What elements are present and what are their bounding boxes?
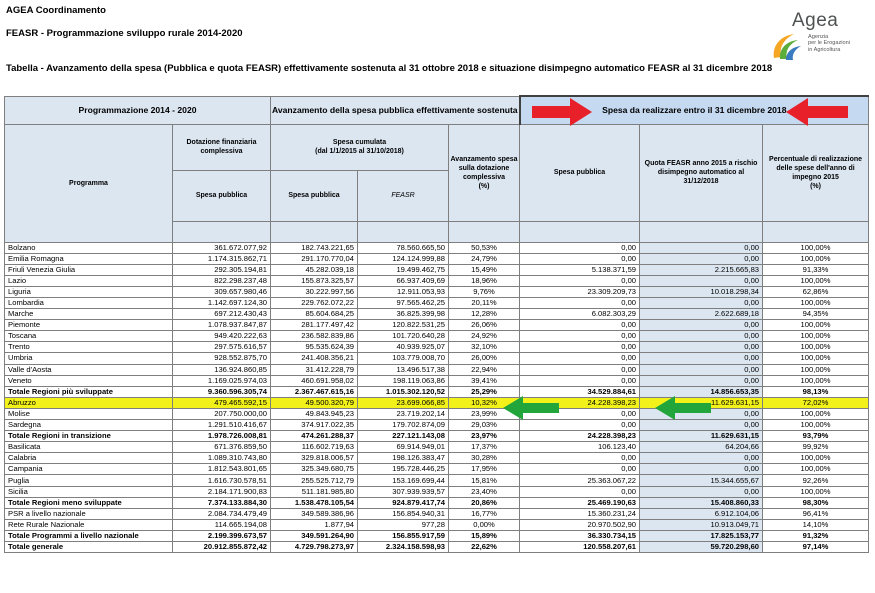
- sub-header-cum-feasr: FEASR: [358, 170, 449, 221]
- cell-feasr: 179.702.874,09: [358, 420, 449, 431]
- sub-header-dotazione-sp: Spesa pubblica: [173, 170, 271, 221]
- logo-subtitle: [808, 34, 850, 53]
- cell-avanzamento: 26,06%: [449, 320, 520, 331]
- cell-avanzamento: 24,79%: [449, 253, 520, 264]
- cell-dotazione: 1.174.315.862,71: [173, 253, 271, 264]
- cell-spesa-da-realizzare: 0,00: [520, 375, 640, 386]
- table-total-row: [5, 386, 869, 397]
- cell-programma: Calabria: [5, 453, 173, 464]
- cell-programma: Marche: [5, 309, 173, 320]
- cell-percentuale: 94,35%: [763, 309, 869, 320]
- cell-spesa-da-realizzare: 23.309.209,73: [520, 286, 640, 297]
- cell-spesa-da-realizzare: 0,00: [520, 353, 640, 364]
- cell-percentuale: 100,00%: [763, 486, 869, 497]
- cell-spesa-cumulata: 95.535.624,39: [271, 342, 358, 353]
- cell-quota-feasr: 59.720.298,60: [640, 542, 763, 553]
- cell-dotazione: 1.089.310.743,80: [173, 453, 271, 464]
- cell-avanzamento: 50,53%: [449, 242, 520, 253]
- cell-quota-feasr: 17.825.153,77: [640, 530, 763, 541]
- cell-feasr: 78.560.665,50: [358, 242, 449, 253]
- cell-spesa-da-realizzare: 0,00: [520, 486, 640, 497]
- cell-dotazione: 292.305.194,81: [173, 264, 271, 275]
- table-row: [5, 342, 869, 353]
- cell-percentuale: 98,13%: [763, 386, 869, 397]
- cell-quota-feasr: 0,00: [640, 342, 763, 353]
- cell-spesa-da-realizzare: 0,00: [520, 408, 640, 419]
- cell-spesa-da-realizzare: 34.529.884,61: [520, 386, 640, 397]
- cell-dotazione: 7.374.133.884,30: [173, 497, 271, 508]
- cell-percentuale: 100,00%: [763, 353, 869, 364]
- cell-avanzamento: 16,77%: [449, 508, 520, 519]
- cell-percentuale: 100,00%: [763, 275, 869, 286]
- cell-feasr: 23.719.202,14: [358, 408, 449, 419]
- cell-percentuale: 14,10%: [763, 519, 869, 530]
- cell-quota-feasr: 0,00: [640, 242, 763, 253]
- cell-percentuale: 100,00%: [763, 342, 869, 353]
- table-row: [5, 475, 869, 486]
- cell-percentuale: 96,41%: [763, 508, 869, 519]
- cell-spesa-cumulata: 2.367.467.615,16: [271, 386, 358, 397]
- cell-avanzamento: 12,28%: [449, 309, 520, 320]
- cell-feasr: 66.937.409,69: [358, 275, 449, 286]
- cell-spesa-cumulata: 49.500.320,79: [271, 397, 358, 408]
- cell-spesa-cumulata: 325.349.680,75: [271, 464, 358, 475]
- table-row: [5, 275, 869, 286]
- cell-spesa-da-realizzare: 0,00: [520, 331, 640, 342]
- cell-dotazione: 1.978.726.008,81: [173, 431, 271, 442]
- cell-dotazione: 1.291.510.416,67: [173, 420, 271, 431]
- cell-feasr: 198.126.383,47: [358, 453, 449, 464]
- cell-programma: PSR a livello nazionale: [5, 508, 173, 519]
- cell-avanzamento: 9,76%: [449, 286, 520, 297]
- table-total-row: [5, 431, 869, 442]
- cell-feasr: 227.121.143,08: [358, 431, 449, 442]
- cell-spesa-da-realizzare: 120.558.207,61: [520, 542, 640, 553]
- table-row: [5, 309, 869, 320]
- cell-avanzamento: 0,00%: [449, 519, 520, 530]
- cell-quota-feasr: 0,00: [640, 275, 763, 286]
- cell-percentuale: 100,00%: [763, 242, 869, 253]
- cell-quota-feasr: 15.344.655,67: [640, 475, 763, 486]
- cell-quota-feasr: 14.856.653,35: [640, 386, 763, 397]
- cell-dotazione: 2.199.399.673,57: [173, 530, 271, 541]
- cell-feasr: 1.015.302.120,52: [358, 386, 449, 397]
- cell-percentuale: 100,00%: [763, 420, 869, 431]
- cell-dotazione: 479.465.592,15: [173, 397, 271, 408]
- cell-dotazione: 309.657.980,46: [173, 286, 271, 297]
- cell-programma: Friuli Venezia Giulia: [5, 264, 173, 275]
- cell-spesa-cumulata: 1.538.478.105,54: [271, 497, 358, 508]
- cell-programma: Sardegna: [5, 420, 173, 431]
- cell-spesa-da-realizzare: 20.970.502,90: [520, 519, 640, 530]
- cell-spesa-cumulata: 229.762.072,22: [271, 297, 358, 308]
- cell-quota-feasr: 0,00: [640, 420, 763, 431]
- cell-programma: Umbria: [5, 353, 173, 364]
- cell-percentuale: 100,00%: [763, 408, 869, 419]
- table-row: [5, 286, 869, 297]
- cell-spesa-cumulata: 349.591.264,90: [271, 530, 358, 541]
- col-header-percentuale-unit: (%): [810, 182, 821, 190]
- cell-feasr: 12.911.053,93: [358, 286, 449, 297]
- cell-percentuale: 98,30%: [763, 497, 869, 508]
- spacer-cell: [173, 221, 271, 242]
- cell-dotazione: 297.575.616,57: [173, 342, 271, 353]
- cell-spesa-cumulata: 85.604.684,25: [271, 309, 358, 320]
- spacer-cell: [358, 221, 449, 242]
- col-header-spesa-cumulata-title: Spesa cumulata: [332, 139, 387, 146]
- table-row: [5, 364, 869, 375]
- cell-spesa-cumulata: 374.917.022,35: [271, 420, 358, 431]
- cell-percentuale: 100,00%: [763, 297, 869, 308]
- cell-spesa-da-realizzare: 0,00: [520, 297, 640, 308]
- cell-quota-feasr: 64.204,66: [640, 442, 763, 453]
- cell-programma: Trento: [5, 342, 173, 353]
- logo-wordmark: Agea: [792, 10, 839, 31]
- cell-quota-feasr: 0,00: [640, 320, 763, 331]
- cell-programma: Emilia Romagna: [5, 253, 173, 264]
- cell-spesa-da-realizzare: 25.469.190,63: [520, 497, 640, 508]
- cell-spesa-da-realizzare: 0,00: [520, 253, 640, 264]
- cell-quota-feasr: 10.018.298,34: [640, 286, 763, 297]
- cell-spesa-da-realizzare: 25.363.067,22: [520, 475, 640, 486]
- cell-avanzamento: 32,10%: [449, 342, 520, 353]
- cell-avanzamento: 18,96%: [449, 275, 520, 286]
- cell-spesa-cumulata: 511.181.985,80: [271, 486, 358, 497]
- cell-quota-feasr: 0,00: [640, 408, 763, 419]
- cell-percentuale: 100,00%: [763, 364, 869, 375]
- col-header-spesa-cumulata: [271, 124, 449, 170]
- cell-percentuale: 72,02%: [763, 397, 869, 408]
- cell-avanzamento: 15,49%: [449, 264, 520, 275]
- cell-avanzamento: 20,86%: [449, 497, 520, 508]
- col-header-avanzamento-pct-unit: (%): [478, 182, 490, 190]
- red-arrow-right-icon: [532, 98, 592, 126]
- table-row: [5, 320, 869, 331]
- cell-quota-feasr: 11.629.631,15: [640, 397, 763, 408]
- cell-quota-feasr: 0,00: [640, 297, 763, 308]
- group-header-avanzamento: Avanzamento della spesa pubblica effettivamente sostenuta: [271, 96, 520, 124]
- col-header-avanzamento-pct-title: Avanzamento spesa sulla dotazione complessiva: [450, 155, 518, 181]
- agea-logo-swoosh-icon: [768, 26, 808, 66]
- cell-feasr: 198.119.063,86: [358, 375, 449, 386]
- cell-feasr: 977,28: [358, 519, 449, 530]
- cell-avanzamento: 30,28%: [449, 453, 520, 464]
- cell-spesa-da-realizzare: 0,00: [520, 242, 640, 253]
- cell-avanzamento: 17,95%: [449, 464, 520, 475]
- cell-dotazione: 1.812.543.801,65: [173, 464, 271, 475]
- cell-programma: Rete Rurale Nazionale: [5, 519, 173, 530]
- cell-dotazione: 136.924.860,85: [173, 364, 271, 375]
- cell-programma: Totale generale: [5, 542, 173, 553]
- cell-programma: Basilicata: [5, 442, 173, 453]
- cell-feasr: 23.699.066,85: [358, 397, 449, 408]
- col-header-percentuale-title: Percentuale di realizzazione delle spese dell'anno di impegno 2015: [769, 155, 863, 181]
- cell-feasr: 19.499.462,75: [358, 264, 449, 275]
- col-header-avanzamento-pct: [449, 124, 520, 221]
- cell-avanzamento: 23,99%: [449, 408, 520, 419]
- cell-avanzamento: 39,41%: [449, 375, 520, 386]
- cell-avanzamento: 29,03%: [449, 420, 520, 431]
- cell-avanzamento: 23,40%: [449, 486, 520, 497]
- cell-feasr: 103.779.008,70: [358, 353, 449, 364]
- cell-spesa-cumulata: 4.729.798.273,97: [271, 542, 358, 553]
- cell-percentuale: 91,33%: [763, 264, 869, 275]
- program-title: FEASR - Programmazione sviluppo rurale 2014-2020: [6, 28, 243, 39]
- table-row: [5, 464, 869, 475]
- cell-dotazione: 1.169.025.974,03: [173, 375, 271, 386]
- cell-spesa-da-realizzare: 0,00: [520, 453, 640, 464]
- cell-quota-feasr: 0,00: [640, 453, 763, 464]
- cell-spesa-cumulata: 45.282.039,18: [271, 264, 358, 275]
- cell-spesa-cumulata: 116.602.719,63: [271, 442, 358, 453]
- col-header-spesa-cumulata-period: (dal 1/1/2015 al 31/10/2018): [315, 148, 404, 155]
- cell-dotazione: 1.616.730.578,51: [173, 475, 271, 486]
- cell-percentuale: 100,00%: [763, 253, 869, 264]
- table-row: [5, 442, 869, 453]
- cell-avanzamento: 15,89%: [449, 530, 520, 541]
- cell-programma: Campania: [5, 464, 173, 475]
- cell-spesa-da-realizzare: 6.082.303,29: [520, 309, 640, 320]
- cell-spesa-da-realizzare: 24.228.398,23: [520, 431, 640, 442]
- table-total-row: [5, 542, 869, 553]
- table-title: Tabella - Avanzamento della spesa (Pubblica e quota FEASR) effettivamente sostenuta al 31 ottobre 2018 e situazione disimpegno automatico FEASR al 31 dicembre 2018: [6, 63, 773, 74]
- cell-feasr: 156.854.940,31: [358, 508, 449, 519]
- cell-feasr: 2.324.158.598,93: [358, 542, 449, 553]
- table-total-row: [5, 497, 869, 508]
- cell-spesa-da-realizzare: 0,00: [520, 320, 640, 331]
- cell-spesa-cumulata: 236.582.839,86: [271, 331, 358, 342]
- cell-programma: Toscana: [5, 331, 173, 342]
- cell-spesa-da-realizzare: 106.123,40: [520, 442, 640, 453]
- cell-feasr: 101.720.640,28: [358, 331, 449, 342]
- cell-spesa-da-realizzare: 0,00: [520, 420, 640, 431]
- agea-logo: [768, 10, 868, 74]
- table-row: [5, 397, 869, 408]
- cell-percentuale: 100,00%: [763, 331, 869, 342]
- cell-quota-feasr: 0,00: [640, 253, 763, 264]
- cell-percentuale: 97,14%: [763, 542, 869, 553]
- cell-programma: Totale Regioni in transizione: [5, 431, 173, 442]
- org-name: AGEA Coordinamento: [6, 5, 106, 16]
- cell-quota-feasr: 2.622.689,18: [640, 309, 763, 320]
- cell-quota-feasr: 15.408.860,33: [640, 497, 763, 508]
- spacer-cell: [271, 221, 358, 242]
- cell-dotazione: 949.420.222,63: [173, 331, 271, 342]
- cell-percentuale: 100,00%: [763, 464, 869, 475]
- table-row: [5, 408, 869, 419]
- table-row: [5, 264, 869, 275]
- green-arrow-left-icon: [503, 396, 559, 420]
- cell-spesa-cumulata: 281.177.497,42: [271, 320, 358, 331]
- cell-feasr: 924.879.417,74: [358, 497, 449, 508]
- cell-feasr: 97.565.462,25: [358, 297, 449, 308]
- cell-programma: Lazio: [5, 275, 173, 286]
- spending-table: [4, 95, 869, 553]
- cell-dotazione: 9.360.596.305,74: [173, 386, 271, 397]
- group-header-da-realizzare: Spesa da realizzare entro il 31 dicembre 2018: [520, 96, 869, 124]
- spacer-cell: [640, 221, 763, 242]
- cell-spesa-da-realizzare: 24.228.398,23: [520, 397, 640, 408]
- red-arrow-left-icon: [786, 98, 848, 126]
- cell-feasr: 307.939.939,57: [358, 486, 449, 497]
- cell-spesa-cumulata: 182.743.221,65: [271, 242, 358, 253]
- cell-feasr: 36.825.399,98: [358, 309, 449, 320]
- table-body: [5, 242, 869, 553]
- green-arrow-left-icon: [655, 396, 711, 420]
- cell-avanzamento: 22,62%: [449, 542, 520, 553]
- cell-programma: Bolzano: [5, 242, 173, 253]
- cell-dotazione: 20.912.855.872,42: [173, 542, 271, 553]
- cell-programma: Abruzzo: [5, 397, 173, 408]
- cell-spesa-da-realizzare: 0,00: [520, 364, 640, 375]
- cell-programma: Totale Regioni più sviluppate: [5, 386, 173, 397]
- cell-percentuale: 100,00%: [763, 320, 869, 331]
- col-header-spesa-pubblica-da: Spesa pubblica: [520, 124, 640, 221]
- cell-feasr: 40.939.925,07: [358, 342, 449, 353]
- cell-avanzamento: 10,32%: [449, 397, 520, 408]
- cell-avanzamento: 26,00%: [449, 353, 520, 364]
- table-row: [5, 297, 869, 308]
- cell-dotazione: 697.212.430,43: [173, 309, 271, 320]
- table-row: [5, 486, 869, 497]
- table-row: [5, 253, 869, 264]
- spacer-cell: [520, 221, 640, 242]
- cell-dotazione: 1.078.937.847,87: [173, 320, 271, 331]
- cell-spesa-da-realizzare: 0,00: [520, 464, 640, 475]
- cell-spesa-da-realizzare: 0,00: [520, 275, 640, 286]
- cell-quota-feasr: 2.215.665,83: [640, 264, 763, 275]
- cell-programma: Totale Regioni meno sviluppate: [5, 497, 173, 508]
- col-header-percentuale: [763, 124, 869, 221]
- table-row: [5, 331, 869, 342]
- cell-spesa-cumulata: 255.525.712,79: [271, 475, 358, 486]
- cell-spesa-cumulata: 460.691.958,02: [271, 375, 358, 386]
- cell-spesa-cumulata: 349.589.386,96: [271, 508, 358, 519]
- cell-dotazione: 361.672.077,92: [173, 242, 271, 253]
- cell-spesa-cumulata: 30.222.997,56: [271, 286, 358, 297]
- cell-percentuale: 99,92%: [763, 442, 869, 453]
- cell-dotazione: 671.376.859,50: [173, 442, 271, 453]
- cell-feasr: 69.914.949,01: [358, 442, 449, 453]
- cell-quota-feasr: 10.913.049,71: [640, 519, 763, 530]
- cell-percentuale: 100,00%: [763, 453, 869, 464]
- cell-dotazione: 822.298.237,48: [173, 275, 271, 286]
- cell-avanzamento: 15,81%: [449, 475, 520, 486]
- table-row: [5, 519, 869, 530]
- cell-avanzamento: 20,11%: [449, 297, 520, 308]
- col-header-dotazione: Dotazione finanziaria complessiva: [173, 124, 271, 170]
- cell-quota-feasr: 0,00: [640, 375, 763, 386]
- cell-programma: Sicilia: [5, 486, 173, 497]
- table-row: [5, 242, 869, 253]
- logo-subtitle-line: Agenzia: [808, 34, 829, 40]
- cell-programma: Veneto: [5, 375, 173, 386]
- cell-avanzamento: 23,97%: [449, 431, 520, 442]
- cell-spesa-cumulata: 329.818.006,57: [271, 453, 358, 464]
- cell-feasr: 13.496.517,38: [358, 364, 449, 375]
- table-row: [5, 420, 869, 431]
- cell-quota-feasr: 0,00: [640, 464, 763, 475]
- cell-spesa-cumulata: 474.261.288,37: [271, 431, 358, 442]
- cell-spesa-da-realizzare: 0,00: [520, 342, 640, 353]
- cell-programma: Piemonte: [5, 320, 173, 331]
- table-row: [5, 453, 869, 464]
- sub-header-cum-sp: Spesa pubblica: [271, 170, 358, 221]
- cell-spesa-cumulata: 31.412.228,79: [271, 364, 358, 375]
- cell-spesa-da-realizzare: 36.330.734,15: [520, 530, 640, 541]
- cell-spesa-cumulata: 291.170.770,04: [271, 253, 358, 264]
- cell-quota-feasr: 0,00: [640, 486, 763, 497]
- cell-percentuale: 91,32%: [763, 530, 869, 541]
- cell-programma: Valle d'Aosta: [5, 364, 173, 375]
- spacer-cell: [449, 221, 520, 242]
- cell-dotazione: 928.552.875,70: [173, 353, 271, 364]
- cell-programma: Lombardia: [5, 297, 173, 308]
- cell-percentuale: 92,26%: [763, 475, 869, 486]
- cell-percentuale: 100,00%: [763, 375, 869, 386]
- cell-avanzamento: 25,29%: [449, 386, 520, 397]
- cell-spesa-da-realizzare: 5.138.371,59: [520, 264, 640, 275]
- cell-quota-feasr: 0,00: [640, 364, 763, 375]
- cell-dotazione: 2.084.734.479,49: [173, 508, 271, 519]
- cell-quota-feasr: 6.912.104,06: [640, 508, 763, 519]
- cell-feasr: 120.822.531,25: [358, 320, 449, 331]
- cell-spesa-cumulata: 155.873.325,57: [271, 275, 358, 286]
- cell-dotazione: 207.750.000,00: [173, 408, 271, 419]
- table-row: [5, 375, 869, 386]
- cell-dotazione: 114.665.194,08: [173, 519, 271, 530]
- cell-feasr: 156.855.917,59: [358, 530, 449, 541]
- cell-spesa-da-realizzare: 15.360.231,24: [520, 508, 640, 519]
- cell-feasr: 124.124.999,88: [358, 253, 449, 264]
- cell-feasr: 195.728.446,25: [358, 464, 449, 475]
- cell-dotazione: 2.184.171.900,83: [173, 486, 271, 497]
- table-row: [5, 353, 869, 364]
- cell-programma: Liguria: [5, 286, 173, 297]
- cell-dotazione: 1.142.697.124,30: [173, 297, 271, 308]
- logo-subtitle-line: per le Erogazioni: [808, 40, 850, 47]
- cell-quota-feasr: 0,00: [640, 353, 763, 364]
- cell-spesa-cumulata: 241.408.356,21: [271, 353, 358, 364]
- cell-avanzamento: 24,92%: [449, 331, 520, 342]
- cell-avanzamento: 17,37%: [449, 442, 520, 453]
- cell-programma: Totale Programmi a livello nazionale: [5, 530, 173, 541]
- cell-feasr: 153.169.699,44: [358, 475, 449, 486]
- cell-percentuale: 93,79%: [763, 431, 869, 442]
- spacer-cell: [763, 221, 869, 242]
- cell-quota-feasr: 0,00: [640, 331, 763, 342]
- cell-quota-feasr: 11.629.631,15: [640, 431, 763, 442]
- cell-spesa-cumulata: 1.877,94: [271, 519, 358, 530]
- cell-percentuale: 62,86%: [763, 286, 869, 297]
- group-header-programmazione: Programmazione 2014 - 2020: [5, 96, 271, 124]
- table-row: [5, 508, 869, 519]
- col-header-programma: Programma: [5, 124, 173, 242]
- table-total-row: [5, 530, 869, 541]
- col-header-quota-feasr: Quota FEASR anno 2015 a rischio disimpegno automatico al 31/12/2018: [640, 124, 763, 221]
- cell-spesa-cumulata: 49.843.945,23: [271, 408, 358, 419]
- logo-subtitle-line: in Agricoltura: [808, 46, 841, 53]
- cell-programma: Molise: [5, 408, 173, 419]
- cell-avanzamento: 22,94%: [449, 364, 520, 375]
- cell-programma: Puglia: [5, 475, 173, 486]
